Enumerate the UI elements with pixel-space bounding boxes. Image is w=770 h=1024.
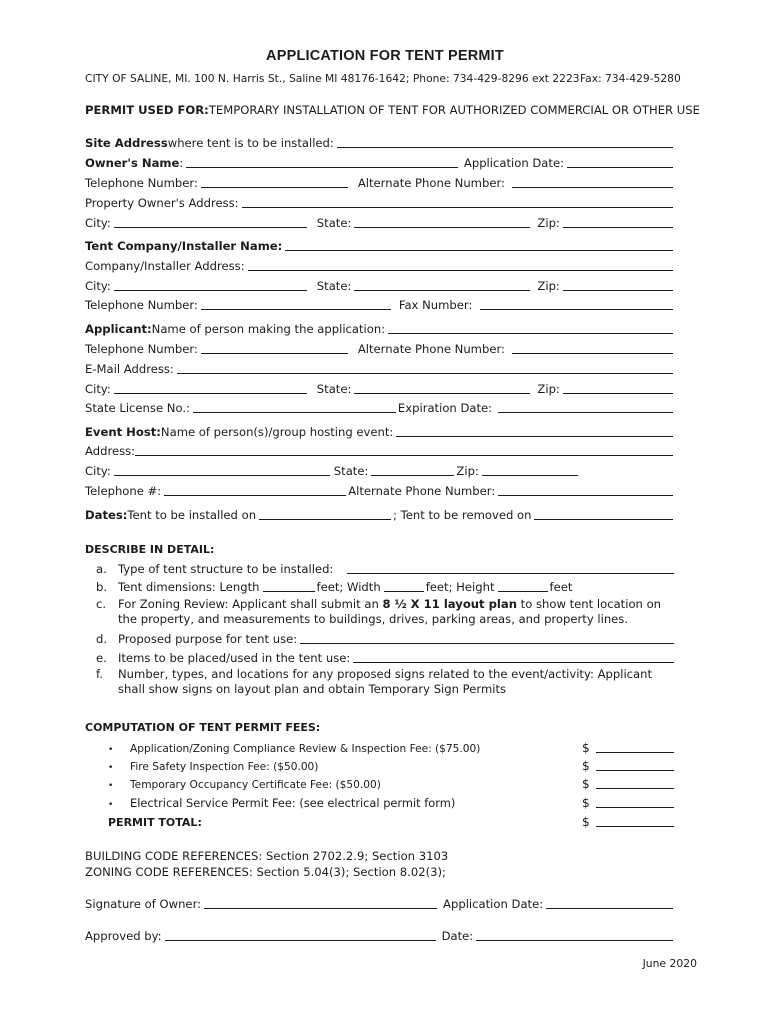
fee-electrical-amount[interactable] — [596, 797, 674, 808]
owner-phone-row — [85, 174, 675, 190]
tent-length-field[interactable] — [263, 580, 315, 592]
fees-heading: COMPUTATION OF TENT PERMIT FEES: — [85, 721, 321, 734]
tent-company-telephone-label: Telephone Number: — [85, 298, 198, 312]
dollar-sign: $ — [582, 796, 590, 810]
tent-company-city-field[interactable] — [114, 279, 307, 291]
event-host-state-label: State: — [333, 464, 369, 478]
owners-name-colon: : — [179, 156, 184, 170]
tent-company-zip-label: Zip: — [537, 279, 560, 293]
fee-row-electrical — [108, 794, 674, 810]
fee-occupancy-label: Temporary Occupancy Certificate Fee: ($50.00) — [130, 779, 381, 791]
dollar-sign: $ — [582, 777, 590, 791]
zoning-code-row — [85, 863, 675, 879]
applicant-name-row — [85, 320, 675, 336]
site-city-label: City: — [85, 216, 111, 230]
tent-company-name-field[interactable] — [285, 239, 673, 251]
applicant-phone-row — [85, 340, 675, 356]
applicant-city-row — [85, 380, 675, 396]
revision-date: June 2020 — [642, 957, 697, 970]
applicant-state-field[interactable] — [354, 382, 530, 394]
permit-total-label: PERMIT TOTAL: — [108, 816, 202, 829]
items-used-field[interactable] — [353, 651, 674, 663]
dollar-sign: $ — [582, 759, 590, 773]
event-host-address-label: Address: — [85, 444, 136, 458]
applicant-city-field[interactable] — [114, 382, 307, 394]
event-host-alt-phone-field[interactable] — [498, 484, 673, 496]
tent-company-address-row — [85, 257, 675, 273]
item-f-marker: f. — [96, 667, 103, 681]
tent-company-telephone-field[interactable] — [201, 298, 391, 310]
item-c-marker: c. — [96, 597, 107, 611]
site-state-label: State: — [316, 216, 352, 230]
city-address-phone: CITY OF SALINE, MI. 100 N. Harris St., Saline MI 48176-1642; Phone: 734-429-8296 ext 2223 — [85, 72, 580, 85]
describe-item-c — [96, 597, 676, 627]
describe-item-e — [96, 649, 676, 665]
applicant-email-label: E-Mail Address: — [85, 362, 174, 376]
site-zip-field[interactable] — [563, 216, 673, 228]
dollar-sign: $ — [582, 815, 590, 829]
tent-company-name-label: Tent Company/Installer Name: — [85, 239, 283, 253]
tent-company-phone-row — [85, 296, 675, 312]
item-d-marker: d. — [96, 632, 108, 646]
fee-fire-amount[interactable] — [596, 760, 674, 771]
site-zip-label: Zip: — [537, 216, 560, 230]
site-address-desc: where tent is to be installed: — [167, 136, 334, 150]
bullet-icon: • — [108, 800, 114, 810]
application-date-field[interactable] — [567, 156, 673, 168]
items-used-label: Items to be placed/used in the tent use: — [118, 651, 351, 665]
bullet-icon: • — [108, 763, 114, 773]
signature-application-date-field[interactable] — [546, 897, 673, 909]
approved-by-row — [85, 927, 675, 943]
proposed-purpose-field[interactable] — [300, 632, 674, 644]
tent-width-field[interactable] — [384, 580, 424, 592]
fee-row-occupancy — [108, 775, 674, 791]
applicant-zip-field[interactable] — [563, 382, 673, 394]
owners-name-row — [85, 154, 675, 170]
approved-by-field[interactable] — [165, 929, 436, 941]
owner-telephone-label: Telephone Number: — [85, 176, 198, 190]
site-city-field[interactable] — [114, 216, 307, 228]
event-host-telephone-label: Telephone #: — [85, 484, 162, 498]
tent-company-state-label: State: — [316, 279, 352, 293]
event-host-city-label: City: — [85, 464, 111, 478]
site-address-row — [85, 134, 675, 150]
city-contact-line — [85, 72, 681, 85]
owner-signature-label: Signature of Owner: — [85, 897, 202, 911]
owner-signature-field[interactable] — [204, 897, 437, 909]
site-address-label: Site Address — [85, 136, 168, 150]
approval-date-label: Date: — [441, 929, 474, 943]
permit-total-amount[interactable] — [596, 816, 674, 827]
owner-telephone-field[interactable] — [201, 176, 348, 188]
install-date-field[interactable] — [259, 508, 391, 520]
fee-electrical-label: Electrical Service Permit Fee: (see electrical permit form) — [130, 796, 456, 810]
tent-height-label: feet; Height — [425, 580, 495, 594]
event-host-alt-phone-label: Alternate Phone Number: — [348, 484, 496, 498]
fee-fire-label: Fire Safety Inspection Fee: ($50.00) — [130, 761, 319, 773]
bullet-icon: • — [108, 781, 114, 791]
applicant-desc: Name of person making the application: — [151, 322, 386, 336]
event-host-zip-label: Zip: — [456, 464, 479, 478]
fee-occupancy-amount[interactable] — [596, 778, 674, 789]
describe-item-f — [96, 667, 676, 697]
event-host-zip-field[interactable] — [482, 464, 578, 476]
applicant-state-label: State: — [316, 382, 352, 396]
fees-heading-row — [85, 719, 675, 735]
event-host-state-field[interactable] — [371, 464, 454, 476]
state-license-label: State License No.: — [85, 401, 190, 415]
tent-structure-label: Type of tent structure to be installed: — [118, 562, 334, 576]
applicant-telephone-label: Telephone Number: — [85, 342, 198, 356]
event-host-desc: Name of person(s)/group hosting event: — [160, 425, 394, 439]
applicant-telephone-field[interactable] — [201, 342, 348, 354]
fee-row-fire — [108, 757, 674, 773]
item-a-marker: a. — [96, 562, 107, 576]
site-city-row — [85, 214, 675, 230]
tent-company-name-row — [85, 237, 675, 253]
event-host-address-field[interactable] — [135, 444, 673, 456]
applicant-name-field[interactable] — [388, 322, 673, 334]
zoning-code-references: ZONING CODE REFERENCES: Section 5.04(3); Section 8.02(3); — [85, 865, 446, 879]
fee-application-label: Application/Zoning Compliance Review & Inspection Fee: ($75.00) — [130, 743, 481, 755]
event-host-city-row — [85, 462, 675, 478]
tent-height-field[interactable] — [498, 580, 548, 592]
event-host-row — [85, 423, 675, 439]
applicant-license-row — [85, 399, 675, 415]
site-state-field[interactable] — [354, 216, 530, 228]
applicant-email-field[interactable] — [177, 362, 673, 374]
fee-row-application — [108, 739, 674, 755]
event-host-label: Event Host: — [85, 425, 161, 439]
item-b-marker: b. — [96, 580, 108, 594]
applicant-email-row — [85, 360, 675, 376]
dates-label: Dates: — [85, 508, 128, 522]
approved-by-label: Approved by: — [85, 929, 162, 943]
bullet-icon: • — [108, 745, 114, 755]
expiration-date-label: Expiration Date: — [397, 401, 493, 415]
form-title: APPLICATION FOR TENT PERMIT — [266, 48, 504, 64]
expiration-date-field[interactable] — [498, 401, 673, 413]
install-date-label: Tent to be installed on — [127, 508, 257, 522]
owners-name-field[interactable] — [186, 156, 458, 168]
applicant-city-label: City: — [85, 382, 111, 396]
permit-used-for-text: TEMPORARY INSTALLATION OF TENT FOR AUTHORIZED COMMERCIAL OR OTHER USE — [208, 103, 700, 117]
event-host-telephone-field[interactable] — [164, 484, 346, 496]
fee-row-total — [108, 813, 674, 829]
event-host-name-field[interactable] — [396, 425, 673, 437]
tent-length-label: Tent dimensions: Length — [118, 580, 260, 594]
applicant-alt-phone-label: Alternate Phone Number: — [357, 342, 505, 356]
property-owner-address-row — [85, 194, 675, 210]
approval-date-field[interactable] — [476, 929, 673, 941]
permit-used-for — [85, 101, 700, 117]
layout-plan-text — [118, 597, 676, 627]
building-code-references: BUILDING CODE REFERENCES: Section 2702.2.9; Section 3103 — [85, 849, 449, 863]
tent-structure-field[interactable] — [347, 562, 674, 574]
fee-application-amount[interactable] — [596, 742, 674, 753]
tent-company-city-row — [85, 277, 675, 293]
proposed-purpose-label: Proposed purpose for tent use: — [118, 632, 298, 646]
owner-alt-phone-field[interactable] — [512, 176, 673, 188]
tent-company-fax-field[interactable] — [480, 298, 673, 310]
signature-application-date-label: Application Date: — [443, 897, 544, 911]
layout-plan-text-2: to show tent location on the property, and measurements to buildings, drives, parking areas, and property lines. — [118, 597, 662, 626]
owner-alt-phone-label: Alternate Phone Number: — [357, 176, 505, 190]
layout-plan-text-1: For Zoning Review: Applicant shall submit an — [118, 597, 383, 611]
signs-text: Number, types, and locations for any proposed signs related to the event/activity: Applicant shall show signs on layout plan and obtain Temporary Sign Permits — [118, 667, 653, 696]
site-address-field[interactable] — [337, 136, 673, 148]
describe-item-d — [96, 630, 676, 646]
owner-signature-row — [85, 895, 675, 911]
tent-company-address-field[interactable] — [248, 259, 673, 271]
applicant-alt-phone-field[interactable] — [512, 342, 673, 354]
tent-width-label: feet; Width — [316, 580, 381, 594]
item-e-marker: e. — [96, 651, 107, 665]
applicant-zip-label: Zip: — [537, 382, 560, 396]
dollar-sign: $ — [582, 741, 590, 755]
tent-company-fax-label: Fax Number: — [398, 298, 473, 312]
tent-company-address-label: Company/Installer Address: — [85, 259, 245, 273]
state-license-field[interactable] — [193, 401, 396, 413]
removal-date-field[interactable] — [534, 508, 673, 520]
dates-row — [85, 506, 675, 522]
describe-heading-row — [85, 541, 675, 557]
city-fax: Fax: 734-429-5280 — [580, 72, 681, 85]
permit-used-for-label: PERMIT USED FOR: — [85, 103, 209, 117]
building-code-row — [85, 847, 675, 863]
tent-company-zip-field[interactable] — [563, 279, 673, 291]
applicant-label: Applicant: — [85, 322, 152, 336]
event-host-phone-row — [85, 482, 675, 498]
property-owner-address-label: Property Owner's Address: — [85, 196, 239, 210]
removal-date-label: ; Tent to be removed on — [393, 508, 532, 522]
layout-plan-bold: 8 ½ X 11 layout plan — [382, 597, 517, 611]
tent-company-city-label: City: — [85, 279, 111, 293]
describe-item-b — [96, 578, 676, 594]
event-host-city-field[interactable] — [114, 464, 330, 476]
tent-height-unit: feet — [549, 580, 573, 594]
event-host-address-row — [85, 442, 675, 458]
application-date-label: Application Date: — [463, 156, 564, 170]
tent-company-state-field[interactable] — [354, 279, 530, 291]
describe-item-a — [96, 560, 676, 576]
property-owner-address-field[interactable] — [242, 196, 673, 208]
describe-heading: DESCRIBE IN DETAIL: — [85, 543, 215, 556]
owners-name-label: Owner's Name — [85, 156, 180, 170]
